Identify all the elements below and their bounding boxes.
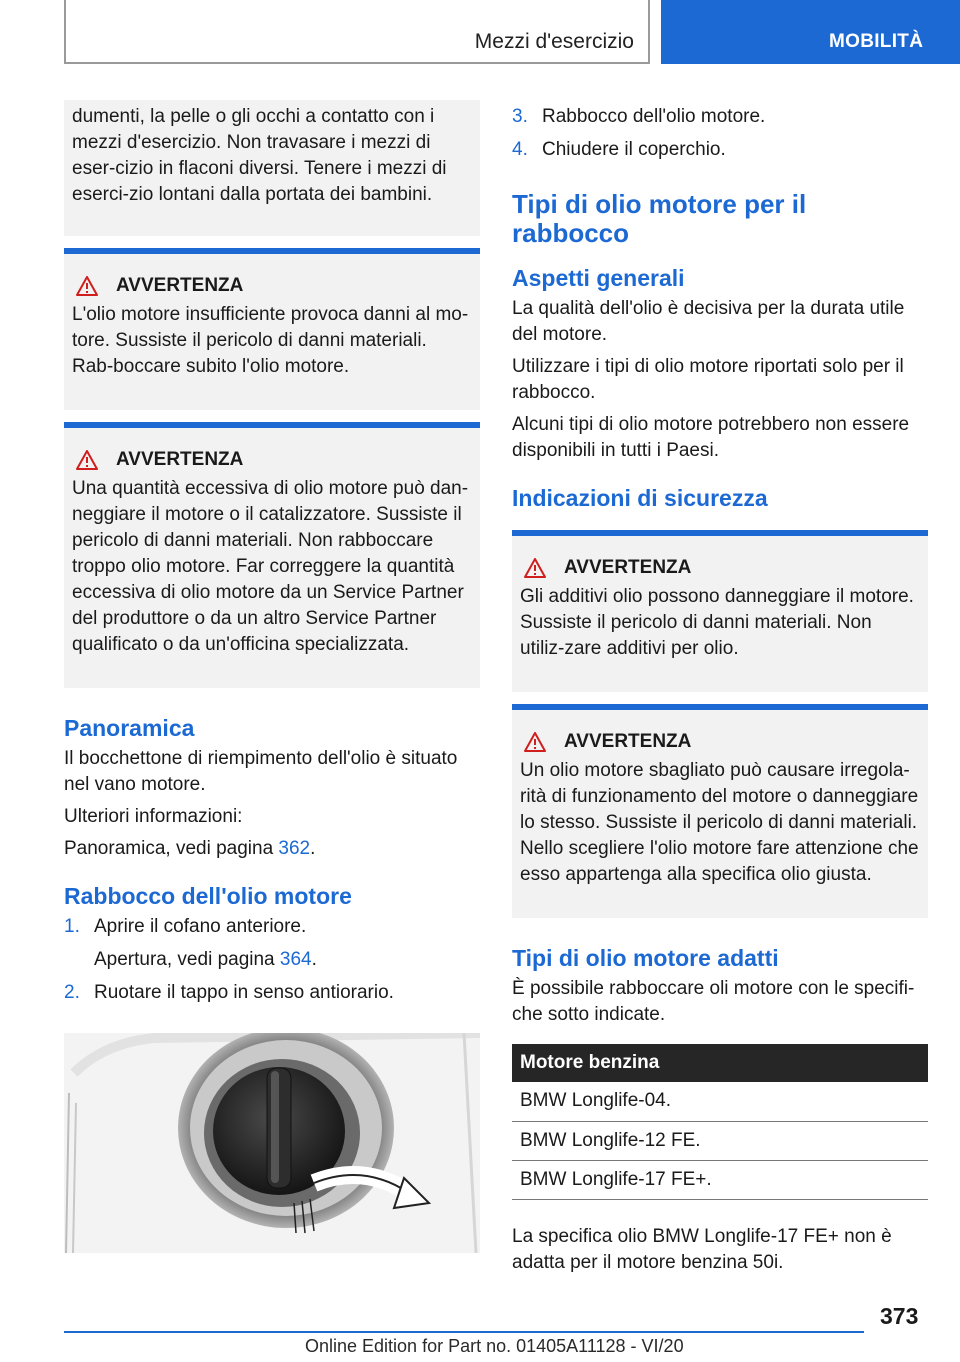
aspetti-p2: Utilizzare i tipi di olio motore riportati solo per il rabbocco. [512, 356, 904, 403]
panoramica-heading: Panoramica [64, 715, 195, 741]
step-subref: Apertura, vedi pagina 364. [94, 949, 317, 970]
spec-note: La specifica olio BMW Longlife-17 FE+ non è adatta per il motore benzina 50i. [512, 1225, 892, 1273]
list-item: 2. Ruotare il tappo in senso antiorario. [64, 982, 394, 1003]
adatti-heading: Tipi di olio motore adatti [512, 945, 779, 971]
table-row: BMW Longlife-04. [512, 1082, 928, 1121]
warning-title: AVVERTENZA [72, 448, 472, 472]
rabbocco-heading: Rabbocco dell'olio motore [64, 883, 352, 909]
list-item: 4. Chiudere il coperchio. [512, 139, 726, 160]
warning-text: Un olio motore sbagliato può causare irregola-rità di funzionamento del motore o danneggiare lo stesso. Sussiste il pericolo di danni materiali. Nello scegliere l'olio motore fare attenzione che esso appartenga alla specifica olio giusta. [520, 760, 919, 885]
header-chapter-title: MOBILITÀ [829, 31, 924, 52]
header-chapter-tab [661, 0, 960, 64]
panoramica-more: Ulteriori informazioni: [64, 806, 243, 827]
warning-triangle-icon [76, 276, 98, 296]
panoramica-ref: Panoramica, vedi pagina 362. [64, 838, 316, 859]
list-item: 1. Aprire il cofano anteriore. [64, 916, 307, 937]
warning-title: AVVERTENZA [72, 274, 472, 298]
warning-box [64, 422, 480, 688]
intro-box [64, 100, 480, 236]
warning-text: Una quantità eccessiva di olio motore può dan-neggiare il motore o il catalizzatore. Sussiste il pericolo di danni materiali. Non rabboccare troppo olio motore. Far correggere la quantità eccessiva di olio motore da un Service Partner del produttore o da un altro Service Partner qualificato o da un'officina specializzata. [72, 478, 469, 655]
footer-divider [64, 1331, 864, 1333]
aspetti-heading: Aspetti generali [512, 265, 685, 291]
left-column [64, 100, 480, 1253]
right-column [512, 100, 928, 1282]
page-number: 373 [880, 1303, 919, 1329]
oil-spec-table [512, 1044, 928, 1200]
table-row: BMW Longlife-12 FE. [512, 1121, 928, 1160]
warning-triangle-icon [76, 450, 98, 470]
warning-triangle-icon [524, 732, 546, 752]
warning-title: AVVERTENZA [520, 556, 920, 580]
footer-edition: Online Edition for Part no. 01405A11128 - VI/20 [305, 1336, 684, 1356]
table-row: BMW Longlife-17 FE+. [512, 1160, 928, 1199]
warning-box [64, 248, 480, 410]
page-link-364[interactable]: 364 [279, 949, 312, 970]
header-section-title: Mezzi d'esercizio [474, 30, 634, 53]
sicurezza-heading: Indicazioni di sicurezza [512, 485, 768, 511]
header-section-tab [64, 0, 650, 64]
aspetti-p1: La qualità dell'olio è decisiva per la durata utile del motore. [512, 298, 905, 345]
warning-triangle-icon [524, 558, 546, 578]
list-item: 3. Rabbocco dell'olio motore. [512, 106, 766, 127]
intro-text: dumenti, la pelle o gli occhi a contatto con i mezzi d'esercizio. Non travasare i mezzi di eser-cizio in flaconi diversi. Tenere i mezzi di eserci-zio lontani dalla portata dei bambini. [72, 106, 447, 205]
warning-title: AVVERTENZA [520, 730, 920, 754]
main-heading: Tipi di olio motore per il rabbocco [512, 189, 807, 248]
page-link-362[interactable]: 362 [278, 838, 311, 859]
warning-box [512, 530, 928, 692]
warning-text: Gli additivi olio possono danneggiare il motore. Sussiste il pericolo di danni materiali. Non utiliz-zare additivi per olio. [520, 586, 914, 659]
oil-cap-icon [64, 1033, 480, 1253]
panoramica-text: Il bocchettone di riempimento dell'olio è situato nel vano motore. [64, 748, 458, 795]
rabbocco-steps [64, 914, 480, 940]
warning-box [512, 704, 928, 918]
warning-text: L'olio motore insufficiente provoca danni al mo-tore. Sussiste il pericolo di danni materiali. Rab-boccare subito l'olio motore. [72, 304, 469, 377]
aspetti-p3: Alcuni tipi di olio motore potrebbero non essere disponibili in tutti i Paesi. [512, 414, 910, 461]
adatti-text: È possibile rabboccare oli motore con le specifi-che sotto indicate. [512, 978, 915, 1025]
table-header: Motore benzina [512, 1044, 928, 1082]
oil-cap-illustration [64, 1033, 480, 1253]
